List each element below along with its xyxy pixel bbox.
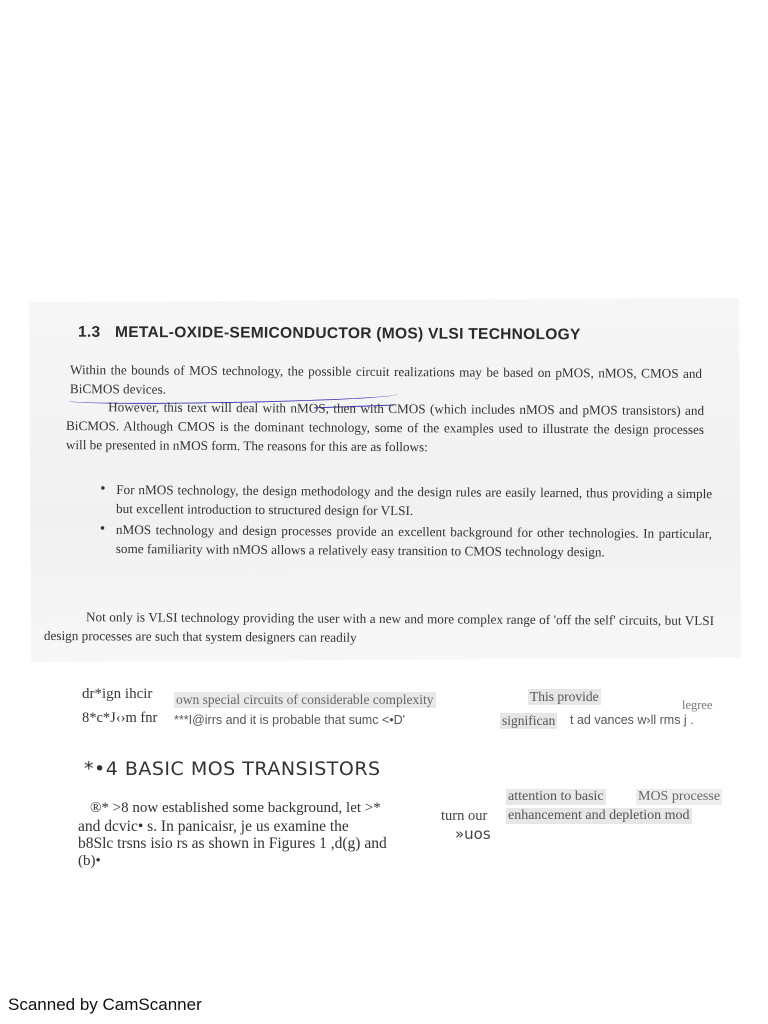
section-title: METAL-OXIDE-SEMICONDUCTOR (MOS) VLSI TECHNOLOGY xyxy=(115,323,581,344)
ocr-body-line: ®* >8 now established some background, let >* xyxy=(90,800,381,816)
ocr-body-fragment: enhancement and depletion mod xyxy=(508,808,690,823)
ocr-text-fragment: This provide xyxy=(530,689,599,704)
section-heading xyxy=(78,324,581,345)
ocr-text-fragment: dr*ign ihcir xyxy=(82,686,153,702)
ocr-body-line: (b)• xyxy=(78,853,101,869)
ocr-text-fragment: t ad vances w›ll rms j . xyxy=(570,713,694,727)
ocr-body-fragment: turn our xyxy=(441,808,488,824)
paragraph-reasons: However, this text will deal with nMOS, then with CMOS (which includes nMOS and pMOS transistors) and BiCMOS. Although CMOS is the dominant technology, some of the examples used to illustrate the design processes will be presented in nMOS form. The reasons for this are as follows: xyxy=(65,399,705,455)
ocr-text-fragment: 8*c*J‹›m fnr xyxy=(82,710,158,726)
bullet-item: • nMOS technology and design processes provide an excellent background for other technologies. In particular, some familiarity with nMOS allows a relatively easy transition to CMOS technology design. xyxy=(100,520,712,562)
ocr-body-fragment: MOS processe xyxy=(638,789,721,804)
paragraph-vlsi: Not only is VLSI technology providing the user with a new and more complex range of 'off the self' circuits, but VLSI design processes are such that system designers can readily xyxy=(43,609,715,645)
ocr-body-fragment: »uos xyxy=(455,825,491,843)
ocr-text-fragment: ***I@irrs and it is probable that sumc <•D' xyxy=(174,713,406,727)
ocr-body-line: b8Slc trsns isio rs as shown in Figures 1 ,d(g) and xyxy=(78,835,387,852)
scanner-watermark: Scanned by CamScanner xyxy=(8,995,202,1014)
ocr-text-fragment: significan xyxy=(502,713,556,728)
ocr-text-fragment: legree xyxy=(682,698,713,712)
ocr-text-fragment: own special circuits of considerable complexity xyxy=(176,692,434,707)
section-heading-basic-mos: *•4 BASIC MOS TRANSISTORS xyxy=(84,758,381,780)
bullet-item: • For nMOS technology, the design methodology and the design rules are easily learned, thus providing a simple but excellent introduction to structured design for VLSI. xyxy=(100,480,712,522)
paragraph-intro: Within the bounds of MOS technology, the possible circuit realizations may be based on pMOS, nMOS, CMOS and BiCMOS devices. xyxy=(69,362,703,397)
bullet-list xyxy=(100,480,713,564)
ocr-body-fragment: attention to basic xyxy=(508,789,604,804)
ocr-body-line: and dcvic• s. In panicaisr, je us examine the xyxy=(78,818,349,835)
section-number: 1.3 xyxy=(77,323,101,341)
